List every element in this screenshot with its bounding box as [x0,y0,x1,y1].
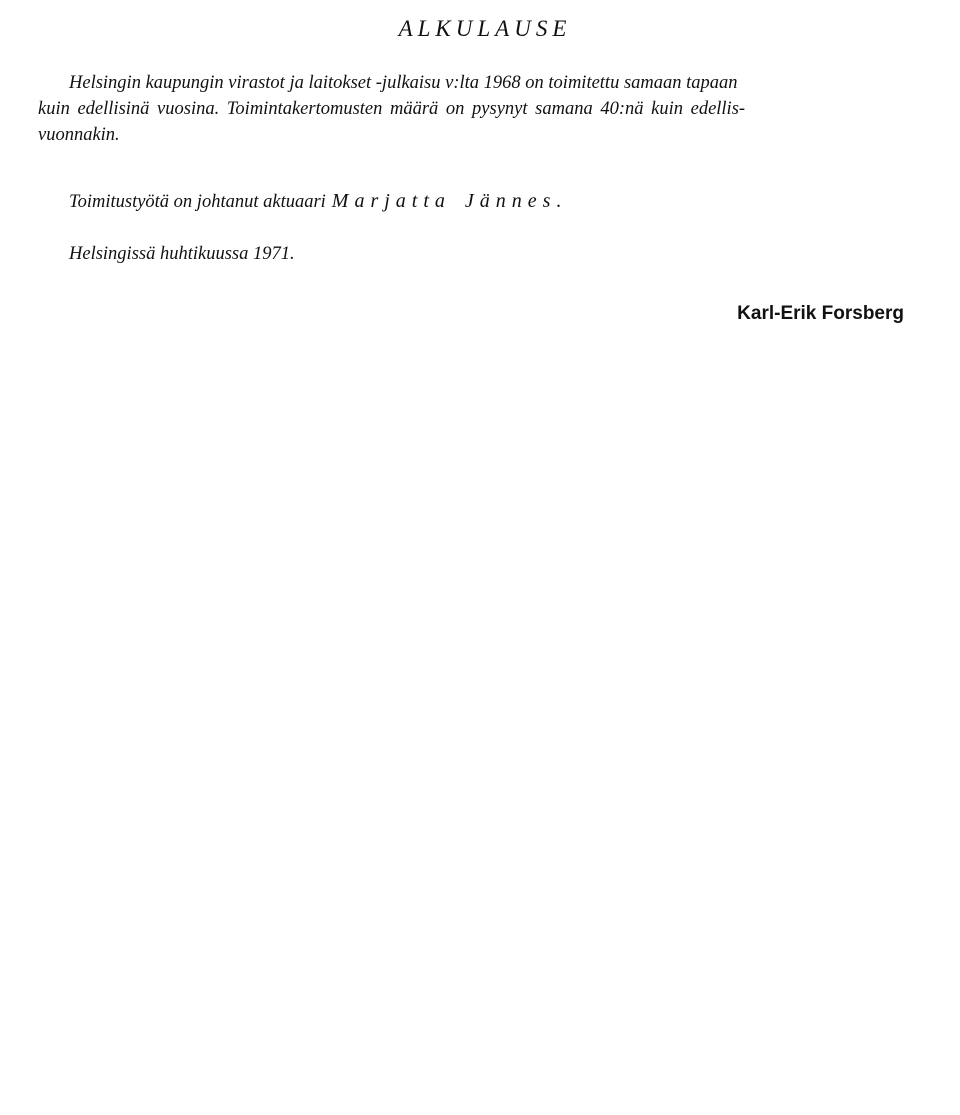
editor-text: Toimitustyötä on johtanut aktuaari [69,192,326,212]
editor-last-name: Jännes. [464,190,568,212]
intro-paragraph [38,70,930,148]
signature: Karl-Erik Forsberg [737,303,904,324]
editor-paragraph [69,190,567,213]
dateline: Helsingissä huhtikuussa 1971. [69,244,295,264]
intro-line-1: Helsingin kaupungin virastot ja laitokset -julkaisu v:lta 1968 on toimitettu samaan tapaan [69,73,738,93]
intro-line-2: kuin edellisinä vuosina. Toimintakertomusten määrä on pysynyt samana 40:nä kuin edellis- [38,99,746,119]
page-title: ALKULAUSE [398,16,572,41]
intro-line-3: vuonnakin. [38,125,120,145]
editor-first-name: Marjatta [331,190,451,212]
